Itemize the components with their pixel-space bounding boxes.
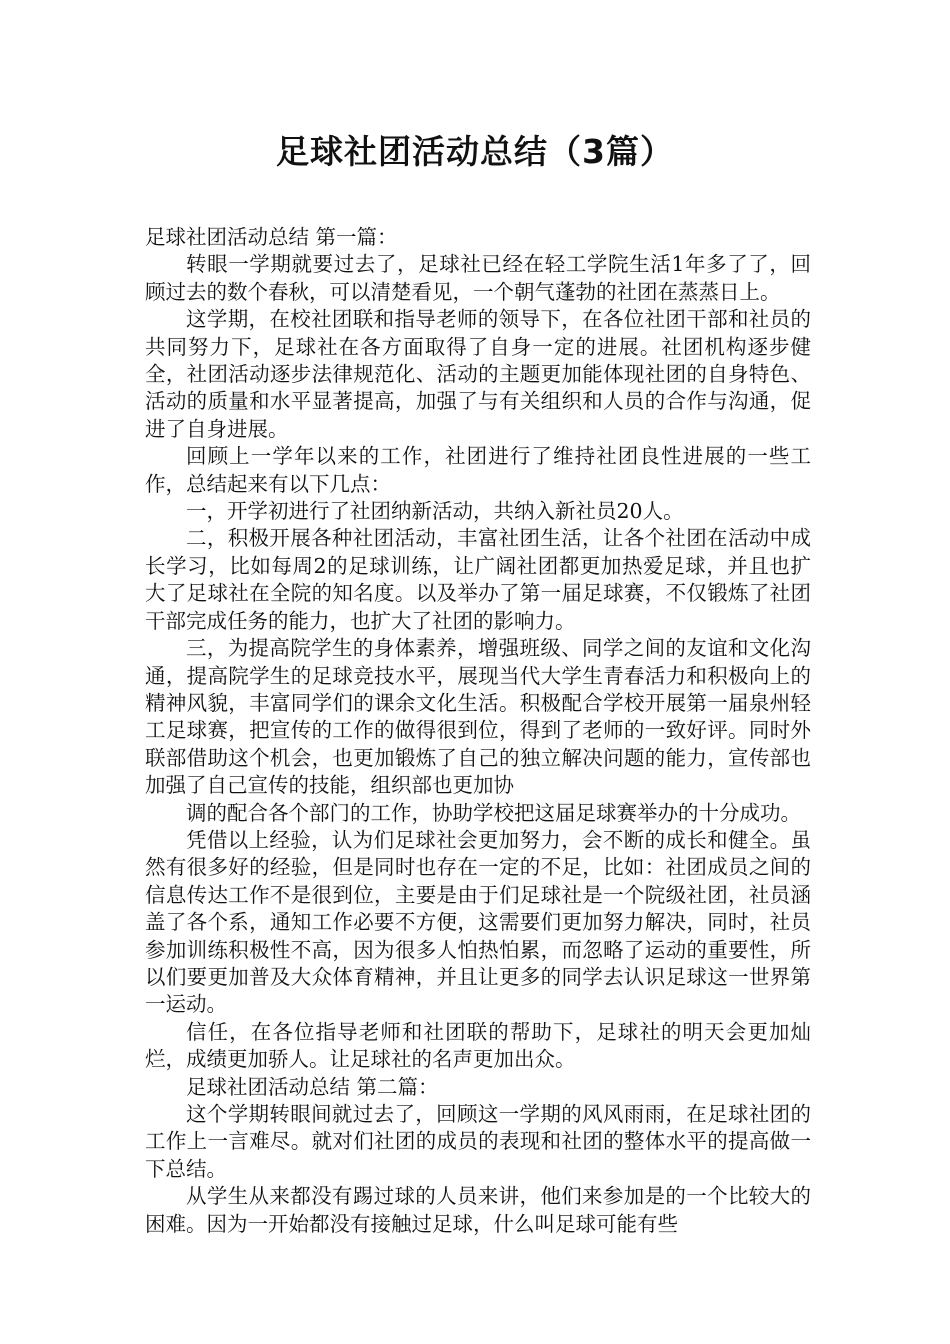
paragraph: 凭借以上经验，认为们足球社会更加努力，会不断的成长和健全。虽然有很多好的经验，但是同时也存在一定的不足，比如：社团成员之间的信息传达工作不是很到位，主要是由于们足球社是一个院级社团，社员涵盖了各个系，通知工作必要不方便，这需要们更加努力解决，同时，社员参加训练积极性不高，因为很多人怕热怕累，而忽略了运动的重要性，所以们要更加普及大众体育精神，并且让更多的同学去认识足球这一世界第一运动。	[145, 827, 811, 1017]
paragraph: 三，为提高院学生的身体素养，增强班级、同学之间的友谊和文化沟通，提高院学生的足球竞技水平，展现当代大学生青春活力和积极向上的精神风貌，丰富同学们的课余文化生活。积极配合学校开展第一届泉州轻工足球赛，把宣传的工作的做得很到位，得到了老师的一致好评。同时外联部借助这个机会，也更加锻炼了自己的独立解决问题的能力，宣传部也加强了自己宣传的技能，组织部也更加协	[145, 636, 811, 798]
paragraph: 一，开学初进行了社团纳新活动，共纳入新社员20人。	[186, 499, 684, 524]
paragraph: 这学期，在校社团联和指导老师的领导下，在各位社团干部和社员的共同努力下，足球社在各方面取得了自身一定的进展。社团机构逐步健全，社团活动逐步法律规范化、活动的主题更加能体现社团的自身特色、活动的质量和水平显著提高，加强了与有关组织和人员的合作与沟通，促进了自身进展。	[145, 307, 811, 441]
paragraph: 回顾上一学年以来的工作，社团进行了维持社团良性进展的一些工作，总结起来有以下几点：	[145, 444, 811, 496]
document-title: 足球社团活动总结（3篇）	[276, 132, 674, 171]
paragraph: 从学生从来都没有踢过球的人员来讲，他们来参加是的一个比较大的困难。因为一开始都没有接触过足球，什么叫足球可能有些	[145, 1184, 811, 1236]
paragraph: 足球社团活动总结 第一篇：	[145, 225, 398, 249]
paragraph: 转眼一学期就要过去了，足球社已经在轻工学院生活1年多了了，回顾过去的数个春秋，可以清楚看见，一个朝气蓬勃的社团在蒸蒸日上。	[145, 252, 811, 304]
paragraph: 二，积极开展各种社团活动，丰富社团生活，让各个社团在活动中成长学习，比如每周2的足球训练，让广阔社团都更加热爱足球，并且也扩大了足球社在全院的知名度。以及举办了第一届足球赛，不仅锻炼了社团干部完成任务的能力，也扩大了社团的影响力。	[145, 526, 811, 633]
paragraph: 足球社团活动总结 第二篇：	[186, 1074, 439, 1099]
paragraph: 调的配合各个部门的工作，协助学校把这届足球赛举办的十分成功。	[186, 800, 801, 825]
paragraph: 信任，在各位指导老师和社团联的帮助下，足球社的明天会更加灿烂，成绩更加骄人。让足球社的名声更加出众。	[145, 1019, 811, 1072]
paragraph: 这个学期转眼间就过去了，回顾这一学期的风风雨雨，在足球社团的工作上一言难尽。就对们社团的成员的表现和社团的整体水平的提高做一下总结。	[145, 1102, 811, 1181]
document-body	[145, 224, 811, 1238]
